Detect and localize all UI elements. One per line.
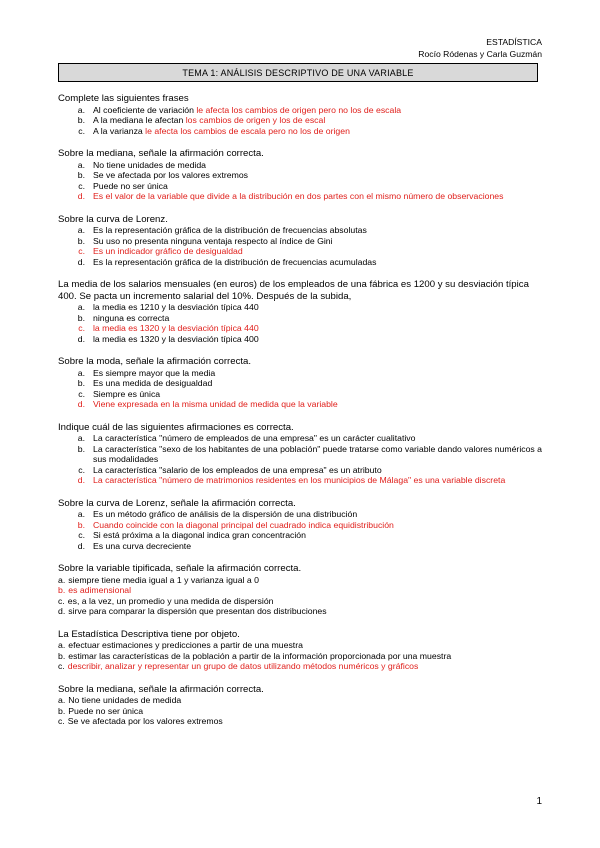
option-letter: a. <box>58 574 66 585</box>
option-text <box>93 126 544 137</box>
answer-option <box>58 465 544 476</box>
option-text-part: La característica "salario de los empleados de una empresa" es un atributo <box>93 464 382 475</box>
question-stem: Sobre la moda, señale la afirmación correcta. <box>58 356 252 367</box>
question-block <box>58 93 544 136</box>
option-letter: b. <box>77 519 85 530</box>
option-letter: b. <box>77 443 85 454</box>
answer-option <box>58 302 544 313</box>
option-letter: c. <box>78 464 85 475</box>
option-letter: b. <box>77 378 85 388</box>
answer-option <box>58 225 544 236</box>
answer-option <box>58 509 544 520</box>
option-text-part: Es la representación gráfica de la distribución de frecuencias acumuladas <box>93 256 377 267</box>
option-text <box>93 236 544 247</box>
option-text <box>93 334 544 345</box>
correct-answer-text: le afecta los cambios de escala pero no los de origen <box>145 125 350 136</box>
answer-option <box>58 695 544 706</box>
option-text <box>68 661 419 671</box>
authors: Rocío Ródenas y Carla Guzmán <box>418 49 542 59</box>
question-block <box>58 214 544 268</box>
option-text <box>68 575 259 585</box>
correct-answer-text: le afecta los cambios de origen pero no los de escala <box>196 104 402 115</box>
option-text <box>93 389 544 400</box>
option-letter: c. <box>58 661 65 671</box>
question-block <box>58 498 544 552</box>
option-letter: a. <box>77 225 85 235</box>
answer-option <box>58 334 544 345</box>
option-text-part: Al coeficiente de variación <box>93 104 197 115</box>
correct-answer-text: Es un indicador gráfico de desigualdad <box>93 246 243 256</box>
correct-answer-text: los cambios de origen y los de escal <box>185 115 326 125</box>
option-text-part: efectuar estimaciones y predicciones a partir de una muestra <box>68 640 303 650</box>
answer-option <box>58 368 544 379</box>
correct-answer-text: la media es 1320 y la desviación típica 440 <box>93 323 259 333</box>
answer-option <box>58 530 544 541</box>
question-block <box>58 148 544 202</box>
option-text-part: ninguna es correcta <box>93 312 170 323</box>
answer-option <box>58 170 544 181</box>
option-letter: c. <box>78 323 85 333</box>
option-letter: c. <box>78 246 85 256</box>
option-letter: d. <box>77 191 85 201</box>
answer-option <box>58 661 544 672</box>
question-block <box>58 684 544 727</box>
option-letter: b. <box>77 235 85 246</box>
question-stem: Sobre la variable tipificada, señale la afirmación correcta. <box>58 563 302 574</box>
option-text <box>93 191 544 202</box>
option-text <box>68 606 326 616</box>
option-text-part: sirve para comparar la dispersión que presentan dos distribuciones <box>68 606 327 616</box>
page-number: 1 <box>536 796 542 807</box>
option-text-part: Puede no ser única <box>68 705 144 716</box>
question-block <box>58 422 544 486</box>
option-text <box>93 520 544 531</box>
question-list <box>58 93 544 739</box>
question-block <box>58 356 544 410</box>
option-text <box>93 257 544 268</box>
option-letter: c. <box>58 595 65 606</box>
option-letter: d. <box>77 540 85 551</box>
option-text-part: la media es 1210 y la desviación típica 440 <box>93 302 259 312</box>
answer-option <box>58 126 544 137</box>
option-text <box>93 302 544 313</box>
answer-option <box>58 640 544 651</box>
option-text-part: Se ve afectada por los valores extremos <box>67 716 223 726</box>
option-text <box>68 596 274 606</box>
option-letter: d. <box>77 256 85 267</box>
option-text <box>93 509 544 520</box>
option-text <box>93 170 544 181</box>
question-block <box>58 563 544 617</box>
correct-answer-text: describir, analizar y representar un grupo de datos utilizando métodos numéricos y gráficos <box>67 661 419 671</box>
option-text <box>93 368 544 379</box>
option-text-part: Siempre es única <box>93 388 161 399</box>
answer-option <box>58 378 544 389</box>
answer-option <box>58 399 544 410</box>
option-text <box>93 160 544 171</box>
option-text <box>68 651 451 661</box>
option-letter: d. <box>58 606 66 616</box>
option-text <box>93 399 544 410</box>
correct-answer-text: La característica "número de matrimonios residentes en los municipios de Málaga" es una variable discreta <box>93 475 506 485</box>
correct-answer-text: Viene expresada en la misma unidad de medida que la variable <box>93 399 338 409</box>
answer-option <box>58 475 544 486</box>
option-letter: a. <box>77 367 85 378</box>
option-letter: c. <box>78 530 85 540</box>
question-stem: Sobre la mediana, señale la afirmación correcta. <box>58 148 264 159</box>
option-letter: a. <box>58 640 66 650</box>
option-text <box>93 105 544 116</box>
answer-option <box>58 706 544 717</box>
question-stem: Sobre la curva de Lorenz, señale la afirmación correcta. <box>58 497 296 509</box>
option-text <box>68 716 223 726</box>
option-text <box>68 585 131 595</box>
option-letter: c. <box>78 180 85 191</box>
option-text-part: No tiene unidades de medida <box>93 159 207 170</box>
option-text-part: La característica "número de empleados de una empresa" es un carácter cualitativo <box>93 433 416 443</box>
correct-answer-text: Es el valor de la variable que divide a la distribución en dos partes con el mismo número de observaciones <box>93 191 504 201</box>
question-stem: La Estadística Descriptiva tiene por objeto. <box>58 628 240 640</box>
option-letter: d. <box>77 399 85 409</box>
option-letter: b. <box>77 115 85 125</box>
option-text-part: A la mediana le afectan <box>93 115 186 125</box>
option-letter: b. <box>77 170 85 180</box>
answer-option <box>58 181 544 192</box>
option-text-part: Es una medida de desigualdad <box>93 378 213 388</box>
option-text <box>93 444 544 465</box>
correct-answer-text: Cuando coincide con la diagonal principal del cuadrado indica equidistribución <box>93 519 394 530</box>
option-letter: a. <box>77 104 85 115</box>
option-text <box>93 475 544 486</box>
option-text-part: La característica "sexo de los habitantes de una población" puede tratarse como variable dando valores numéricos a sus modalidades <box>93 443 543 464</box>
answer-option <box>58 651 544 662</box>
option-text-part: Es la representación gráfica de la distribución de frecuencias absolutas <box>93 225 367 235</box>
answer-option <box>58 520 544 531</box>
answer-option <box>58 596 544 607</box>
option-letter: d. <box>77 333 85 344</box>
topic-title: TEMA 1: ANÁLISIS DESCRIPTIVO DE UNA VARIABLE <box>58 63 538 82</box>
answer-option <box>58 246 544 257</box>
answer-option <box>58 433 544 444</box>
option-text <box>93 246 544 257</box>
option-letter: b. <box>77 312 85 323</box>
answer-option <box>58 115 544 126</box>
option-text <box>93 225 544 236</box>
option-text-part: No tiene unidades de medida <box>68 695 182 705</box>
option-text-part: la media es 1320 y la desviación típica 400 <box>93 333 259 344</box>
option-text-part: Puede no ser única <box>93 180 168 191</box>
option-text <box>68 706 143 716</box>
option-text-part: siempre tiene media igual a 1 y varianza igual a 0 <box>68 574 260 585</box>
answer-option <box>58 575 544 586</box>
option-letter: b. <box>58 705 66 716</box>
answer-option <box>58 257 544 268</box>
answer-option <box>58 191 544 202</box>
option-text-part: A la varianza <box>93 125 146 136</box>
option-letter: c. <box>58 716 65 726</box>
option-letter: a. <box>77 159 85 170</box>
option-letter: a. <box>58 695 66 705</box>
option-text <box>68 695 181 705</box>
option-text <box>93 530 544 541</box>
answer-option <box>58 606 544 617</box>
option-text-part: es, a la vez, un promedio y una medida de dispersión <box>67 595 274 606</box>
question-stem: Indique cuál de las siguientes afirmaciones es correcta. <box>58 421 294 433</box>
answer-option <box>58 313 544 324</box>
option-text <box>93 323 544 334</box>
option-text-part: Su uso no presenta ninguna ventaja respecto al índice de Gini <box>93 235 333 246</box>
question-stem: Sobre la curva de Lorenz. <box>58 213 168 225</box>
option-text-part: Es un método gráfico de análisis de la dispersión de una distribución <box>93 509 358 519</box>
option-text <box>68 640 303 650</box>
option-letter: a. <box>77 302 85 312</box>
option-text-part: Se ve afectada por los valores extremos <box>93 170 249 180</box>
option-text-part: Es una curva decreciente <box>93 540 192 551</box>
answer-option <box>58 585 544 596</box>
option-text <box>93 181 544 192</box>
option-text-part: Si está próxima a la diagonal indica gran concentración <box>93 530 306 540</box>
question-stem: Sobre la mediana, señale la afirmación correcta. <box>58 683 264 695</box>
answer-option <box>58 716 544 727</box>
question-stem: La media de los salarios mensuales (en euros) de los empleados de una fábrica es 1200 y su desviación típica 400. Se pacta un incremento salarial del 10%. Después de la subida, <box>58 279 529 302</box>
option-letter: a. <box>77 509 85 519</box>
option-text-part: Es siempre mayor que la media <box>93 367 216 378</box>
answer-option <box>58 444 544 465</box>
option-letter: c. <box>78 388 85 399</box>
question-block <box>58 279 544 344</box>
question-block <box>58 629 544 672</box>
question-stem: Complete las siguientes frases <box>58 93 189 104</box>
answer-option <box>58 389 544 400</box>
option-text <box>93 115 544 126</box>
answer-option <box>58 323 544 334</box>
option-text <box>93 433 544 444</box>
course-name: ESTADÍSTICA <box>486 37 542 47</box>
answer-option <box>58 160 544 171</box>
option-text <box>93 313 544 324</box>
answer-option <box>58 541 544 552</box>
option-text <box>93 541 544 552</box>
correct-answer-text: es adimensional <box>68 585 132 595</box>
option-letter: c. <box>78 125 85 136</box>
option-letter: d. <box>77 475 85 485</box>
option-letter: b. <box>58 650 66 661</box>
option-text <box>93 378 544 389</box>
answer-option <box>58 236 544 247</box>
option-letter: a. <box>77 433 85 443</box>
option-letter: b. <box>58 585 66 595</box>
option-text <box>93 465 544 476</box>
option-text-part: estimar las características de la población a partir de la información proporcionada por una muestra <box>68 650 452 661</box>
answer-option <box>58 105 544 116</box>
